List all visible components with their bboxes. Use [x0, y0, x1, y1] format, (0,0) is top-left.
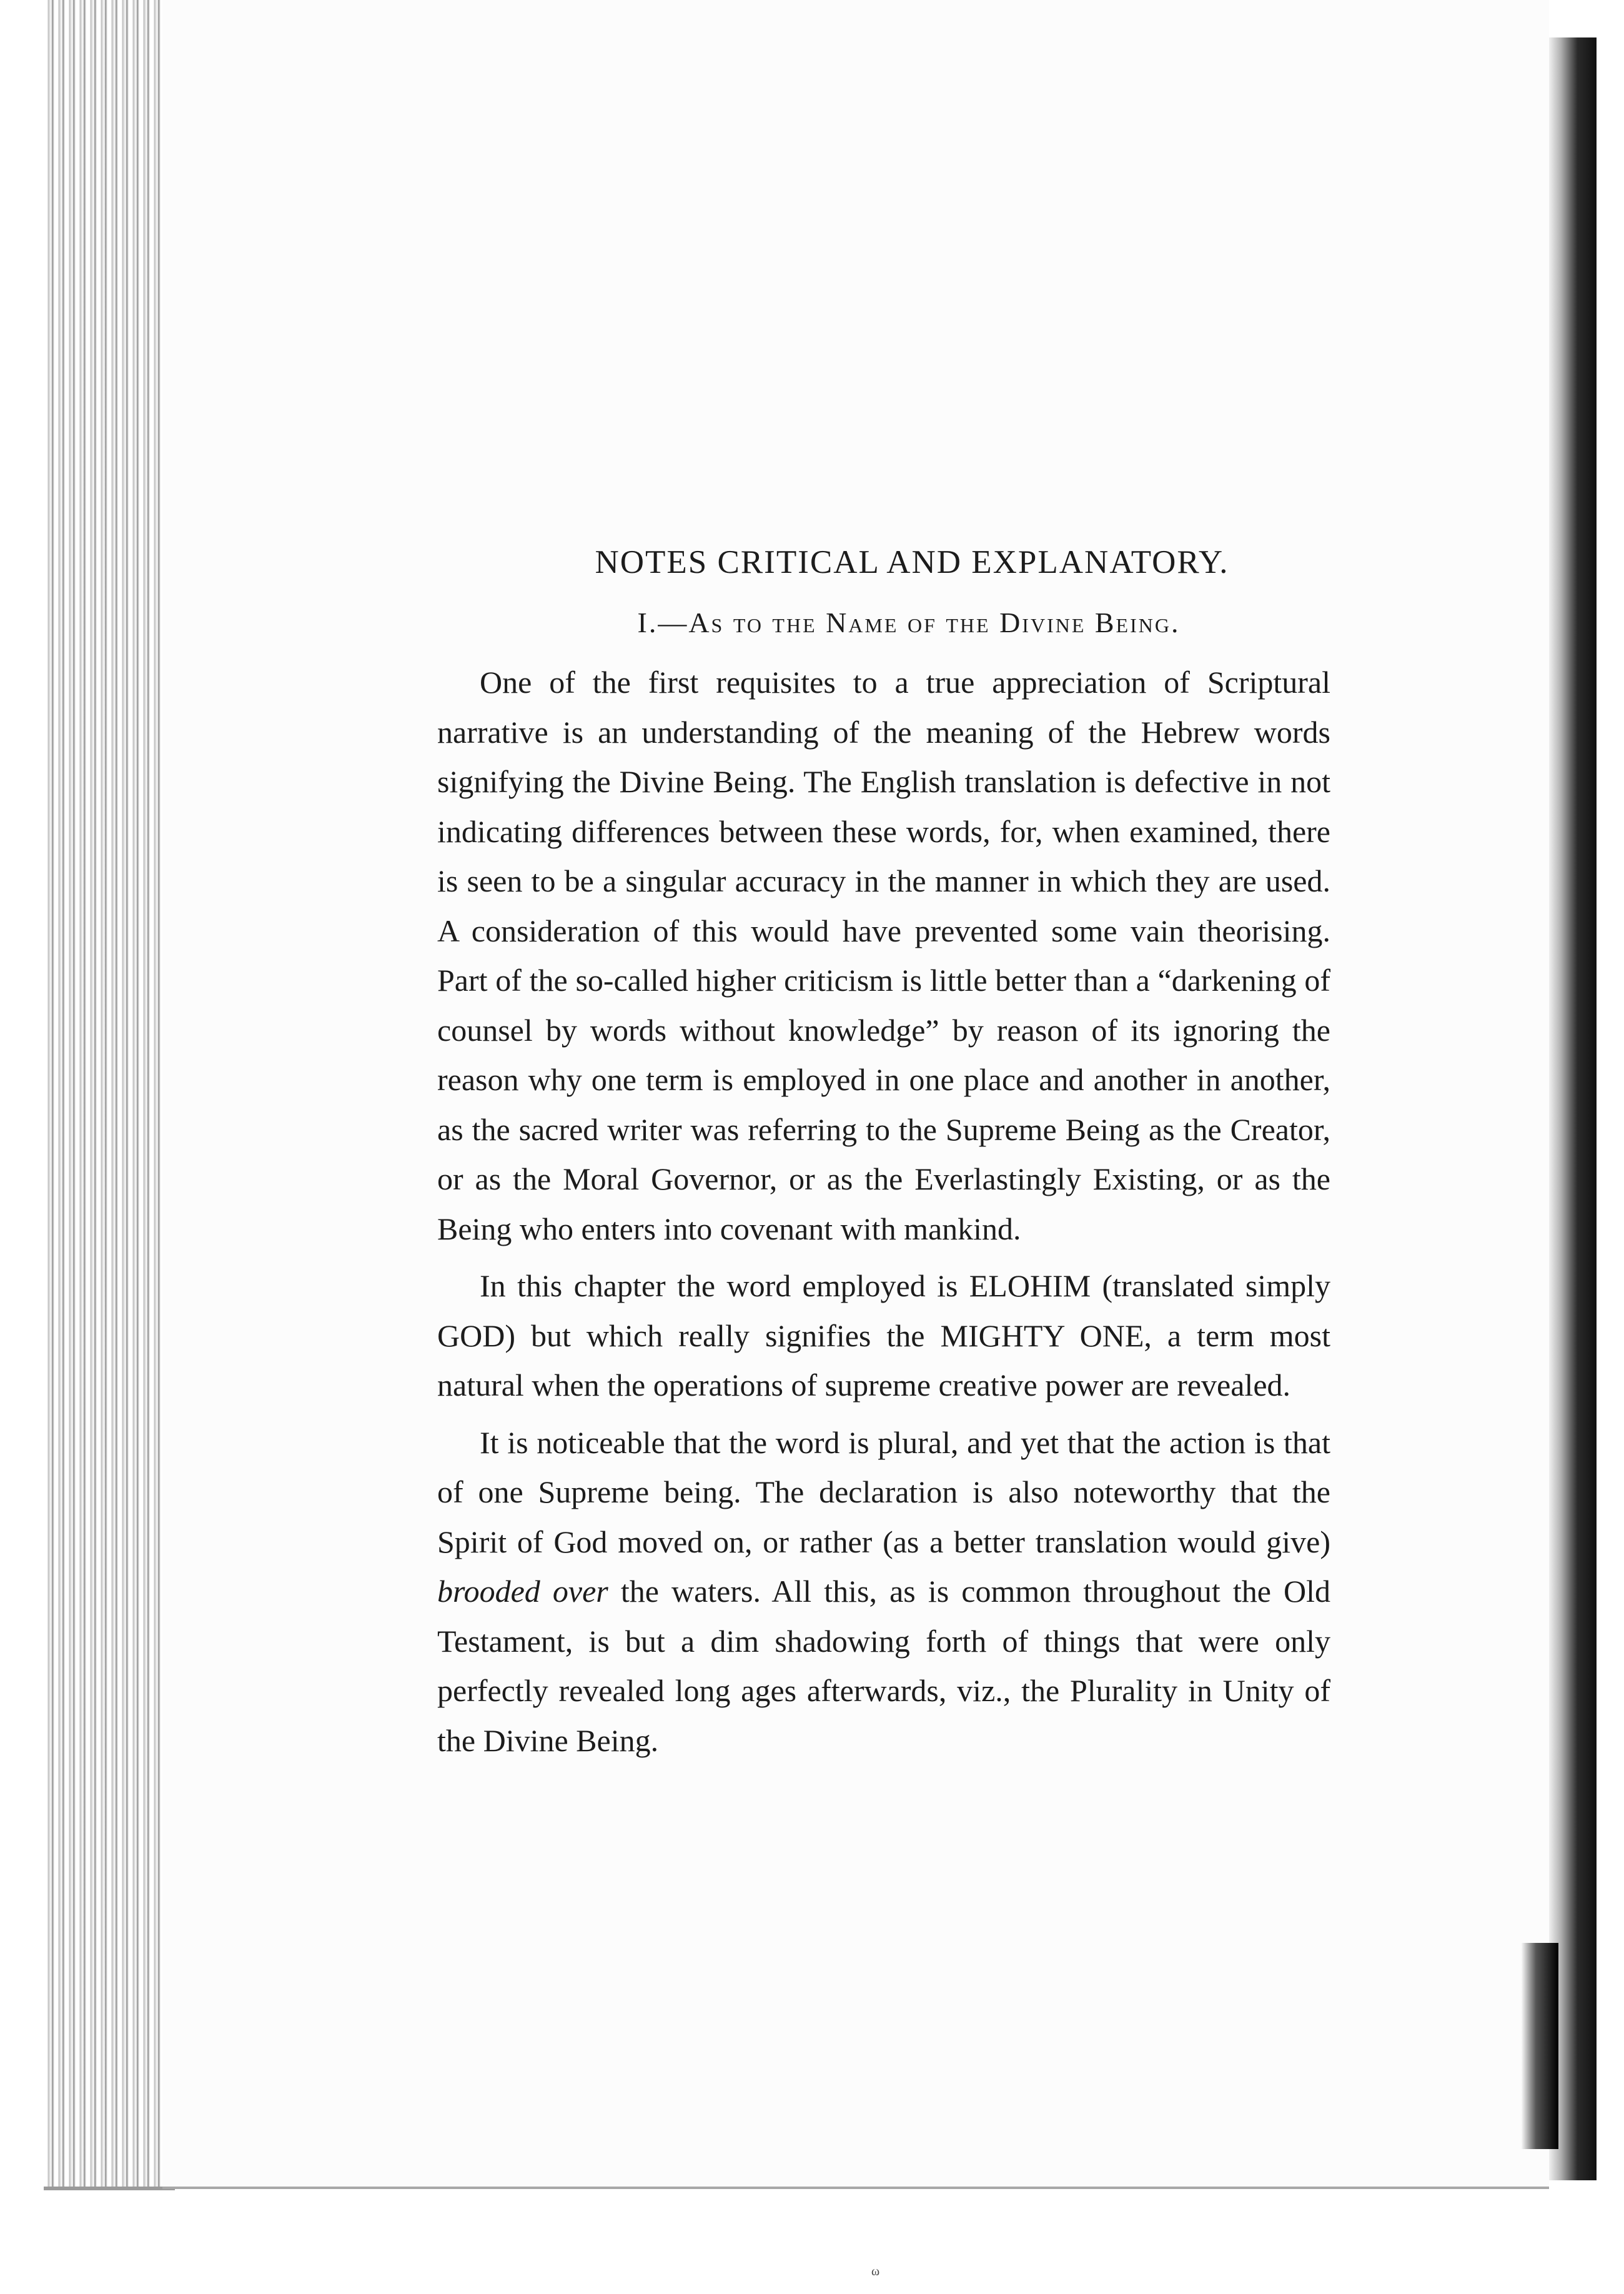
book-page-edges	[44, 0, 175, 2190]
paragraph-3-text-start: It is noticeable that the word is plural, and yet that the action is that of one Supreme being. The declaration is also noteworthy that the Spirit of God moved on, or rather (as a better translation would give)	[437, 1424, 1330, 1559]
paragraph-3	[437, 1418, 1330, 1766]
page-title: NOTES CRITICAL AND EXPLANATORY.	[595, 544, 1229, 580]
book-right-edge-shadow-lower	[1521, 1943, 1558, 2149]
section-heading: I.—As to the Name of the Divine Being.	[637, 607, 1181, 638]
paragraph-2-text: In this chapter the word employed is ELOHIM (translated simply GOD) but which really signifies the MIGHTY ONE, a term most natural when the operations of supreme creative power are revealed.	[437, 1268, 1330, 1403]
book-right-edge-shadow	[1549, 37, 1597, 2180]
paragraph-1	[437, 658, 1330, 1254]
paragraph-3-emphasis: brooded over	[437, 1574, 608, 1609]
paragraph-1-text: One of the first requisites to a true appreciation of Scriptural narrative is an understanding of the meaning of the Hebrew words signifying the Divine Being. The English translation is defective in not indicating differences between these words, for, when examined, there is seen to be a singular accuracy in the manner in which they are used. A consideration of this would have prevented some vain theorising. Part of the so-called higher criticism is little better than a “darkening of counsel by words without knowledge” by reason of its ignoring the reason why one term is employed in one place and another in another, as the sacred writer was referring to the Supreme Being as the Creator, or as the Moral Governor, or as the Everlastingly Existing, or as the Being who enters into covenant with mankind.	[437, 665, 1330, 1246]
footer-mark: ω	[871, 2265, 880, 2278]
paragraph-3-text-end: the waters. All this, as is common throughout the Old Testament, is but a dim shadowing forth of things that were only perfectly revealed long ages afterwards, viz., the Plurality in Unity of the Divine Being.	[437, 1574, 1331, 1758]
left-margin	[0, 0, 44, 2294]
paragraph-2	[437, 1261, 1330, 1411]
page-text-block	[437, 544, 1330, 1773]
